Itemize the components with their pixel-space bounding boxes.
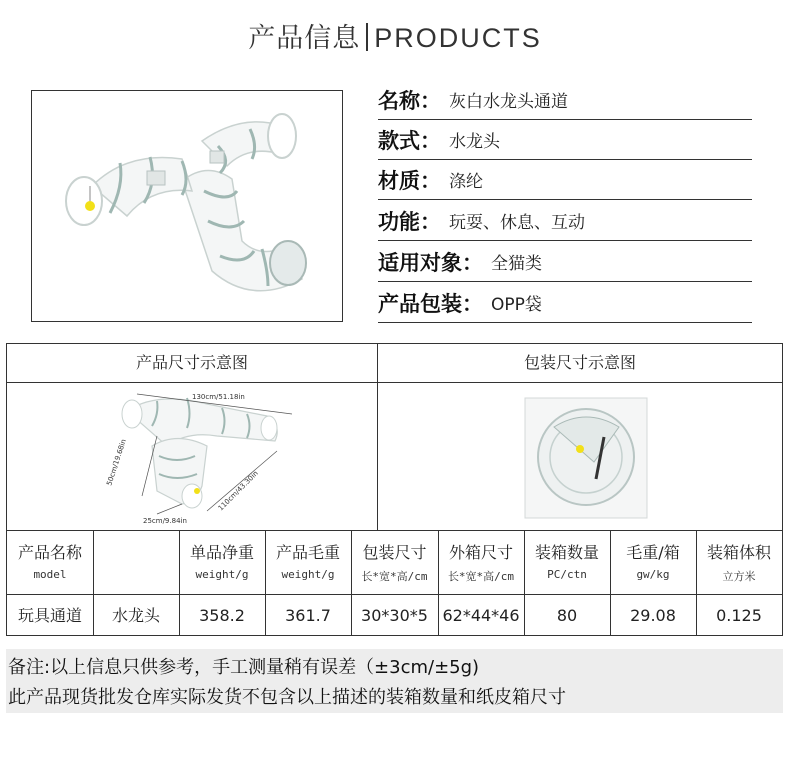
spec-value: 玩耍、休息、互动	[449, 213, 585, 233]
cell-carton-size: 62*44*46	[442, 606, 520, 625]
spec-row-name	[378, 80, 752, 120]
header-cn: 装箱数量	[534, 543, 599, 562]
note-line: 此产品现货批发仓库实际发货不包含以上描述的装箱数量和纸皮箱尺寸	[8, 687, 566, 708]
spec-key: 功能：	[378, 209, 441, 234]
header-en: gw/kg	[636, 568, 670, 581]
cell-gross-weight: 361.7	[285, 606, 331, 625]
header-en: 立方米	[722, 570, 756, 583]
header-cn: 包装尺寸	[362, 543, 427, 562]
spec-key: 材质：	[378, 168, 441, 193]
header-en: weight/g	[281, 568, 335, 581]
dim-length-label: 130cm/51.18in	[192, 393, 245, 401]
product-dimension-diagram	[97, 386, 307, 526]
header-cn: 毛重/箱	[626, 543, 680, 562]
header-model	[7, 540, 93, 581]
notes-box	[6, 649, 783, 713]
spec-value: 涤纶	[449, 172, 483, 192]
spec-key: 产品包装：	[378, 291, 483, 316]
cell-quantity: 80	[556, 606, 578, 625]
header-carton-weight	[610, 540, 696, 581]
cell-style: 水龙头	[111, 606, 160, 625]
spec-row-style	[378, 120, 752, 160]
dim-diameter-label: 25cm/9.84in	[143, 517, 187, 525]
package-diagram	[524, 397, 648, 519]
header-package-size	[351, 540, 438, 584]
spec-row-function	[378, 201, 752, 241]
page-title	[0, 16, 790, 55]
divider	[7, 382, 782, 383]
product-size-caption: 产品尺寸示意图	[135, 353, 248, 372]
header-en: 长*宽*高/cm	[447, 570, 515, 583]
spec-key: 款式：	[378, 128, 441, 153]
title-cn: 产品信息	[248, 23, 361, 54]
header-en: weight/g	[195, 568, 249, 581]
divider	[7, 594, 782, 595]
dim-width-label: 110cm/43.30in	[216, 469, 260, 513]
header-quantity	[524, 540, 610, 581]
header-en: PC/ctn	[547, 568, 587, 581]
header-cn: 装箱体积	[706, 543, 771, 562]
title-divider	[366, 23, 368, 51]
spec-row-material	[378, 160, 752, 200]
cell-volume: 0.125	[716, 606, 762, 625]
cell-package-size: 30*30*5	[361, 606, 428, 625]
header-cn: 外箱尺寸	[448, 543, 513, 562]
dim-height-label: 50cm/19.68in	[105, 438, 128, 487]
product-table	[6, 343, 783, 636]
spec-key: 名称：	[378, 88, 441, 113]
header-en: 长*宽*高/cm	[361, 570, 428, 583]
header-volume	[696, 540, 782, 584]
package-size-caption: 包装尺寸示意图	[523, 353, 636, 372]
spec-value: 灰白水龙头通道	[449, 92, 568, 112]
spec-key: 适用对象：	[378, 250, 483, 275]
header-carton-size	[438, 540, 524, 584]
spec-value: 水龙头	[449, 132, 500, 152]
spec-value: 全猫类	[491, 254, 542, 274]
divider	[7, 530, 782, 531]
header-cn: 单品净重	[189, 543, 254, 562]
header-blank	[93, 540, 179, 545]
header-en: model	[33, 568, 67, 581]
title-en: PRODUCTS	[374, 23, 542, 53]
product-photo	[31, 90, 343, 322]
header-net-weight	[179, 540, 265, 581]
cell-net-weight: 358.2	[199, 606, 245, 625]
spec-row-package	[378, 283, 752, 323]
cell-model: 玩具通道	[17, 606, 82, 625]
spec-value: OPP袋	[491, 295, 542, 315]
cell-carton-weight: 29.08	[630, 606, 676, 625]
header-cn: 产品毛重	[275, 543, 340, 562]
header-cn: 产品名称	[17, 543, 82, 562]
divider	[377, 344, 378, 530]
spec-row-target	[378, 242, 752, 282]
cat-tunnel-image	[32, 91, 342, 321]
note-line: 备注:以上信息只供参考，手工测量稍有误差（±3cm/±5g)	[8, 657, 480, 678]
header-gross-weight	[265, 540, 351, 581]
